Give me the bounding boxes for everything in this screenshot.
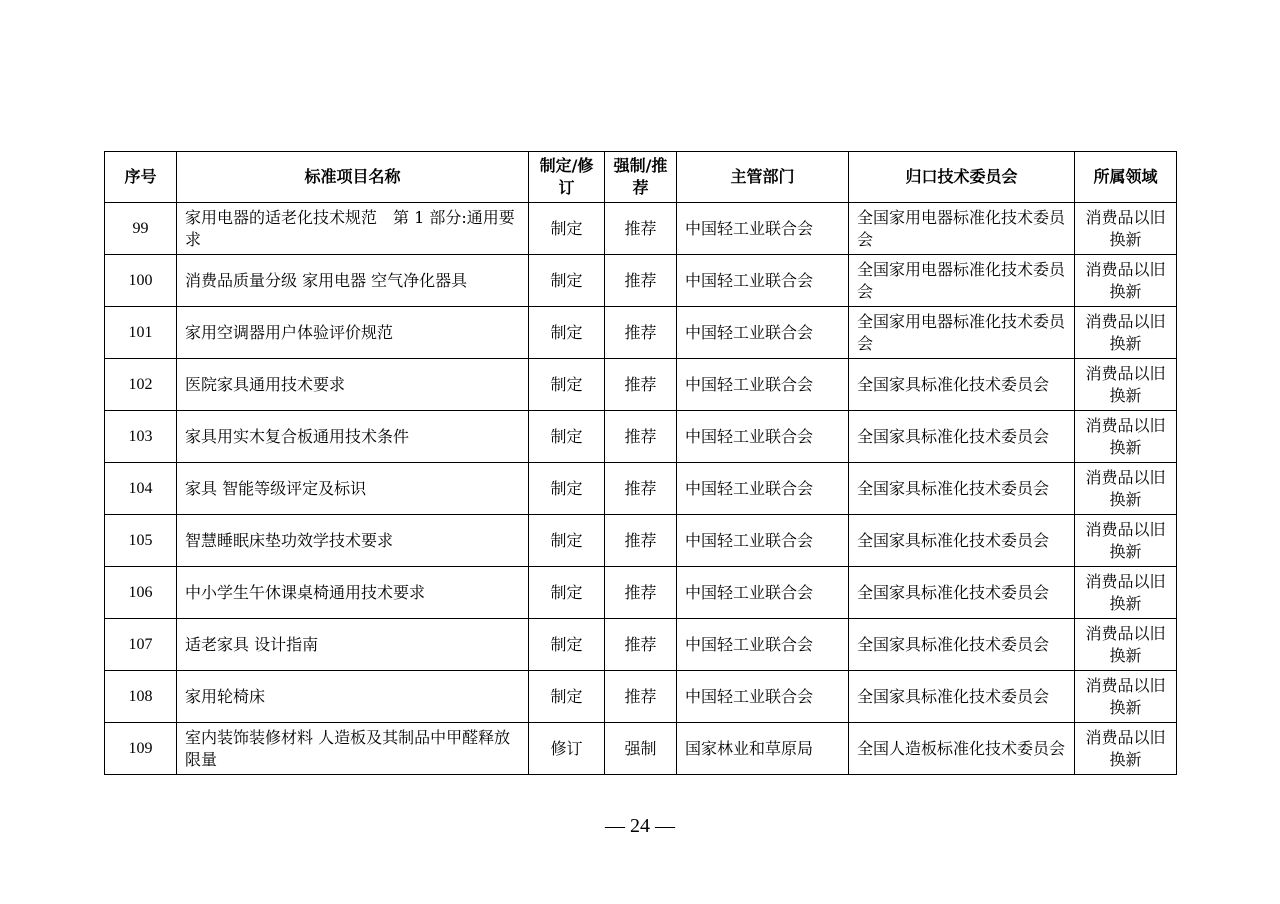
cell-no: 106 — [105, 567, 177, 619]
cell-name: 家用空调器用户体验评价规范 — [177, 307, 529, 359]
standards-table — [104, 151, 1177, 775]
cell-name: 智慧睡眠床垫功效学技术要求 — [177, 515, 529, 567]
cell-dept: 中国轻工业联合会 — [677, 567, 849, 619]
cell-no: 101 — [105, 307, 177, 359]
cell-type: 制定 — [529, 619, 605, 671]
cell-mandatory: 推荐 — [605, 255, 677, 307]
table-row — [105, 307, 1177, 359]
cell-type: 制定 — [529, 411, 605, 463]
table-row — [105, 619, 1177, 671]
cell-no: 107 — [105, 619, 177, 671]
cell-field: 消费品以旧换新 — [1075, 203, 1177, 255]
cell-name: 医院家具通用技术要求 — [177, 359, 529, 411]
cell-name: 家用电器的适老化技术规范 第 1 部分:通用要求 — [177, 203, 529, 255]
cell-dept: 中国轻工业联合会 — [677, 255, 849, 307]
table-header-row — [105, 152, 1177, 203]
cell-mandatory: 推荐 — [605, 619, 677, 671]
cell-name: 中小学生午休课桌椅通用技术要求 — [177, 567, 529, 619]
cell-committee: 全国家具标准化技术委员会 — [849, 411, 1075, 463]
cell-dept: 中国轻工业联合会 — [677, 203, 849, 255]
cell-committee: 全国家具标准化技术委员会 — [849, 619, 1075, 671]
cell-mandatory: 强制 — [605, 723, 677, 775]
table-row — [105, 463, 1177, 515]
table-row — [105, 723, 1177, 775]
page-number: — 24 — — [605, 815, 675, 837]
table-body — [105, 203, 1177, 775]
table-row — [105, 515, 1177, 567]
header-field: 所属领域 — [1075, 152, 1177, 203]
cell-dept: 中国轻工业联合会 — [677, 411, 849, 463]
cell-dept: 中国轻工业联合会 — [677, 359, 849, 411]
cell-committee: 全国家具标准化技术委员会 — [849, 671, 1075, 723]
cell-name: 家具用实木复合板通用技术条件 — [177, 411, 529, 463]
cell-type: 制定 — [529, 515, 605, 567]
cell-mandatory: 推荐 — [605, 671, 677, 723]
table-row — [105, 567, 1177, 619]
table-row — [105, 203, 1177, 255]
cell-type: 制定 — [529, 671, 605, 723]
table-row — [105, 359, 1177, 411]
cell-field: 消费品以旧换新 — [1075, 671, 1177, 723]
header-name: 标准项目名称 — [177, 152, 529, 203]
header-no: 序号 — [105, 152, 177, 203]
cell-committee: 全国家用电器标准化技术委员会 — [849, 203, 1075, 255]
cell-no: 99 — [105, 203, 177, 255]
cell-type: 制定 — [529, 567, 605, 619]
cell-field: 消费品以旧换新 — [1075, 723, 1177, 775]
table-row — [105, 255, 1177, 307]
header-dept: 主管部门 — [677, 152, 849, 203]
table-row — [105, 671, 1177, 723]
cell-field: 消费品以旧换新 — [1075, 359, 1177, 411]
cell-committee: 全国家具标准化技术委员会 — [849, 463, 1075, 515]
cell-mandatory: 推荐 — [605, 463, 677, 515]
cell-type: 制定 — [529, 359, 605, 411]
cell-field: 消费品以旧换新 — [1075, 411, 1177, 463]
cell-type: 制定 — [529, 307, 605, 359]
cell-type: 制定 — [529, 255, 605, 307]
cell-mandatory: 推荐 — [605, 307, 677, 359]
cell-committee: 全国家具标准化技术委员会 — [849, 567, 1075, 619]
cell-mandatory: 推荐 — [605, 203, 677, 255]
cell-no: 109 — [105, 723, 177, 775]
cell-dept: 中国轻工业联合会 — [677, 463, 849, 515]
cell-field: 消费品以旧换新 — [1075, 567, 1177, 619]
cell-dept: 中国轻工业联合会 — [677, 307, 849, 359]
cell-dept: 中国轻工业联合会 — [677, 619, 849, 671]
cell-name: 消费品质量分级 家用电器 空气净化器具 — [177, 255, 529, 307]
cell-type: 修订 — [529, 723, 605, 775]
cell-dept: 中国轻工业联合会 — [677, 671, 849, 723]
cell-type: 制定 — [529, 203, 605, 255]
cell-no: 100 — [105, 255, 177, 307]
cell-mandatory: 推荐 — [605, 411, 677, 463]
cell-name: 家用轮椅床 — [177, 671, 529, 723]
cell-type: 制定 — [529, 463, 605, 515]
cell-name: 家具 智能等级评定及标识 — [177, 463, 529, 515]
cell-no: 108 — [105, 671, 177, 723]
cell-name: 室内装饰装修材料 人造板及其制品中甲醛释放限量 — [177, 723, 529, 775]
cell-dept: 国家林业和草原局 — [677, 723, 849, 775]
header-type: 制定/修订 — [529, 152, 605, 203]
cell-field: 消费品以旧换新 — [1075, 463, 1177, 515]
cell-no: 104 — [105, 463, 177, 515]
cell-mandatory: 推荐 — [605, 567, 677, 619]
table-row — [105, 411, 1177, 463]
cell-name: 适老家具 设计指南 — [177, 619, 529, 671]
cell-dept: 中国轻工业联合会 — [677, 515, 849, 567]
cell-committee: 全国人造板标准化技术委员会 — [849, 723, 1075, 775]
cell-no: 103 — [105, 411, 177, 463]
cell-field: 消费品以旧换新 — [1075, 255, 1177, 307]
cell-mandatory: 推荐 — [605, 359, 677, 411]
header-mandatory: 强制/推荐 — [605, 152, 677, 203]
cell-committee: 全国家具标准化技术委员会 — [849, 515, 1075, 567]
cell-field: 消费品以旧换新 — [1075, 619, 1177, 671]
cell-field: 消费品以旧换新 — [1075, 307, 1177, 359]
cell-no: 105 — [105, 515, 177, 567]
cell-mandatory: 推荐 — [605, 515, 677, 567]
cell-committee: 全国家用电器标准化技术委员会 — [849, 255, 1075, 307]
cell-committee: 全国家用电器标准化技术委员会 — [849, 307, 1075, 359]
header-committee: 归口技术委员会 — [849, 152, 1075, 203]
cell-committee: 全国家具标准化技术委员会 — [849, 359, 1075, 411]
cell-field: 消费品以旧换新 — [1075, 515, 1177, 567]
cell-no: 102 — [105, 359, 177, 411]
